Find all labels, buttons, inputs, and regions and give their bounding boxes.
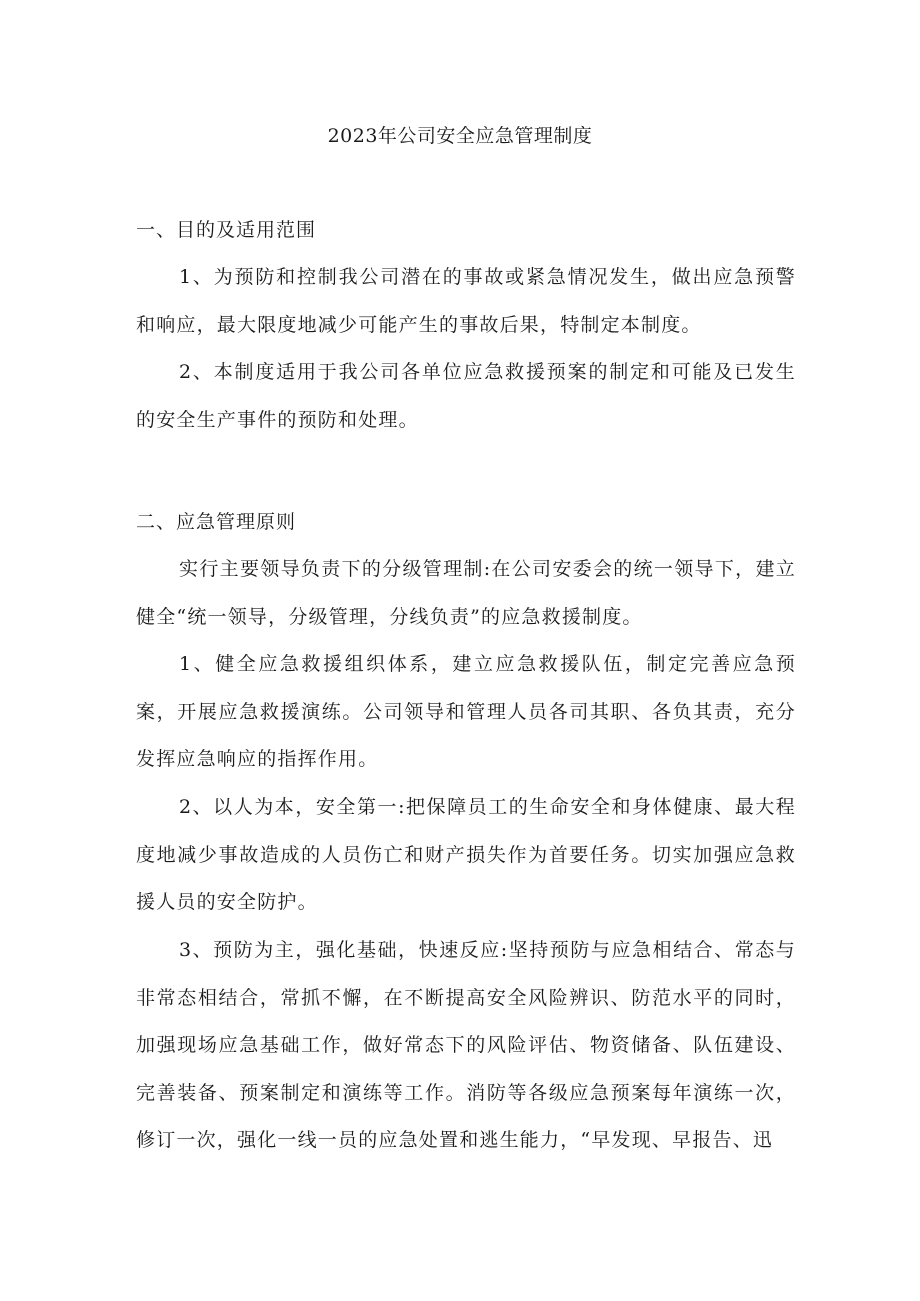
paragraph-principles-3: 3、预防为主，强化基础，快速反应:坚持预防与应急相结合、常态与非常态相结合，常抓不懈，在不断提高安全风险辨识、防范水平的同时，加强现场应急基础工作，做好常态下的风险评估、物资储备、队伍建设、完善装备、预案制定和演练等工作。消防等各级应急预案每年演练一次，修订一次，强化一线一员的应急处置和逃生能力，“早发现、早报告、迅	[136, 939, 796, 1151]
section-heading-purpose: 一、目的及适用范围	[136, 219, 317, 241]
document-title: 2023年公司安全应急管理制度	[327, 125, 593, 147]
paragraph-purpose-2: 2、本制度适用于我公司各单位应急救援预案的制定和可能及已发生的安全生产事件的预防和处理。	[136, 361, 796, 431]
paragraph-principles-intro: 实行主要领导负责下的分级管理制:在公司安委会的统一领导下，建立健全“统一领导，分级管理，分线负责”的应急救援制度。	[136, 558, 796, 628]
section-heading-principles: 二、应急管理原则	[136, 511, 297, 533]
paragraph-purpose-1: 1、为预防和控制我公司潜在的事故或紧急情况发生，做出应急预警和响应，最大限度地减少可能产生的事故后果，特制定本制度。	[136, 266, 796, 336]
paragraph-principles-2: 2、以人为本，安全第一:把保障员工的生命安全和身体健康、最大程度地减少事故造成的人员伤亡和财产损失作为首要任务。切实加强应急救援人员的安全防护。	[136, 796, 796, 913]
paragraph-principles-1: 1、健全应急救援组织体系，建立应急救援队伍，制定完善应急预案，开展应急救援演练。公司领导和管理人员各司其职、各负其责，充分发挥应急响应的指挥作用。	[136, 653, 796, 770]
